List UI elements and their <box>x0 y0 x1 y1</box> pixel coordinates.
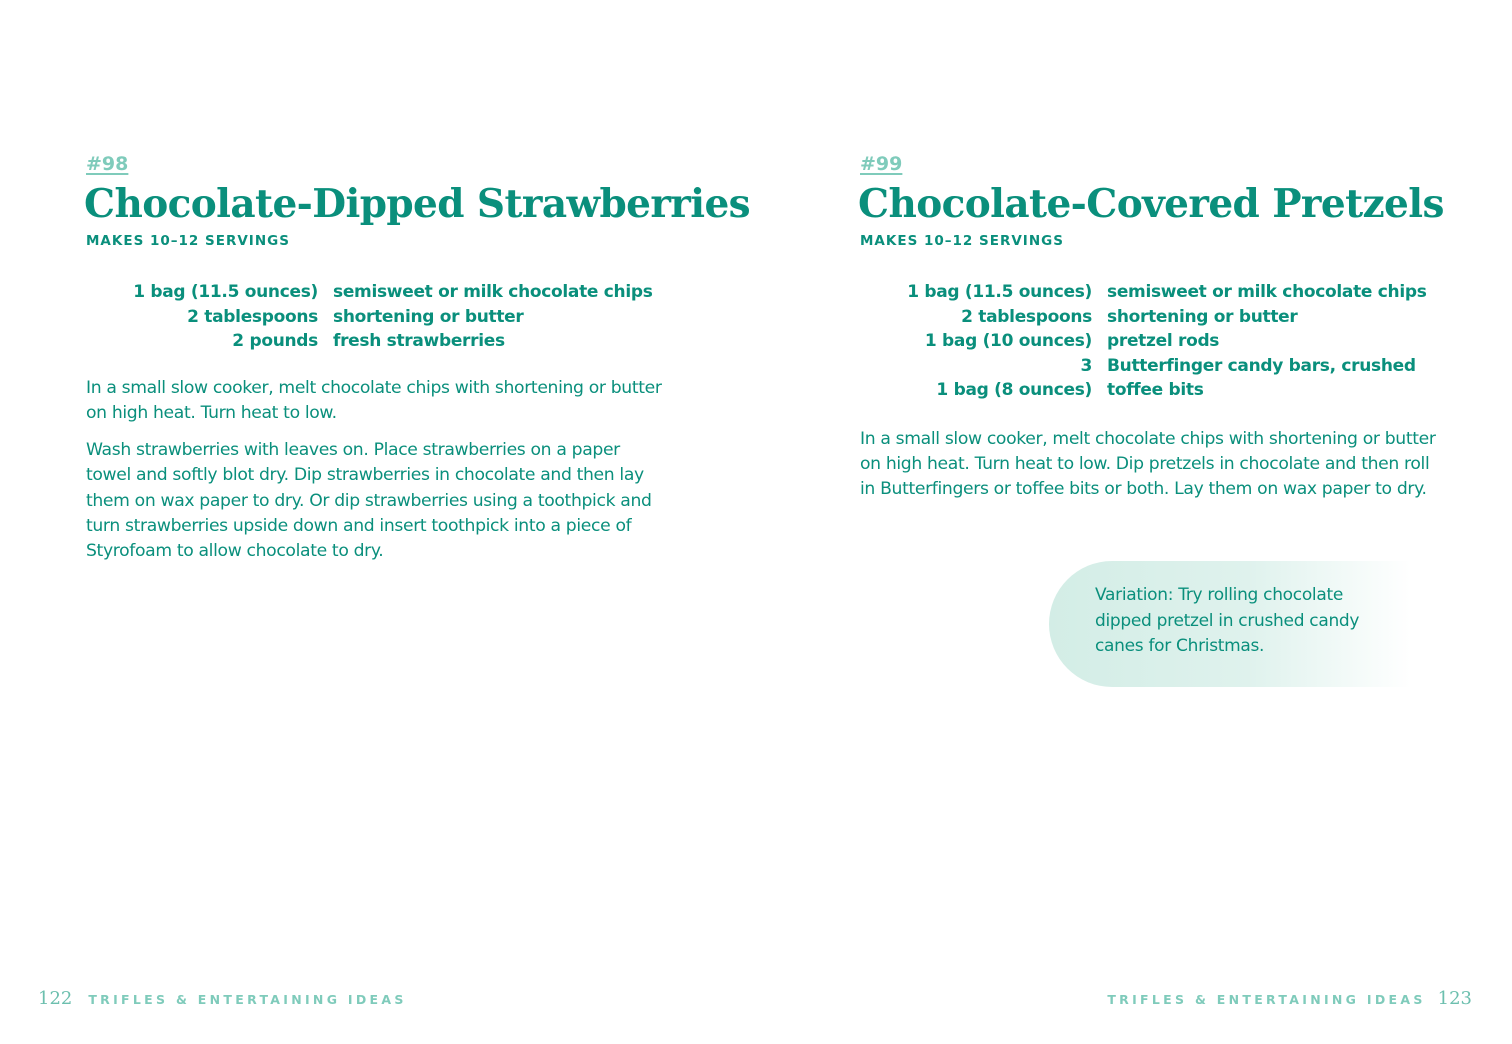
section-name: TRIFLES & ENTERTAINING IDEAS <box>88 992 407 1007</box>
ingredient-row <box>86 305 653 330</box>
recipe-number: #98 <box>86 153 129 175</box>
ingredient-qty: 1 bag (10 ounces) <box>924 331 1092 351</box>
page-number: 123 <box>1437 988 1472 1009</box>
ingredient-row <box>860 305 1427 330</box>
right-page <box>756 0 1512 1044</box>
variation-callout <box>1049 561 1411 687</box>
page-footer <box>38 988 407 1012</box>
ingredient-row <box>860 329 1427 354</box>
page-number: 122 <box>38 988 73 1009</box>
ingredient-qty: 2 tablespoons <box>961 306 1092 327</box>
recipe-99 <box>858 152 1444 502</box>
ingredient-qty: 1 bag (11.5 ounces) <box>133 282 318 302</box>
recipe-98 <box>84 152 751 565</box>
ingredient-item: toffee bits <box>1107 380 1204 400</box>
recipe-title: Chocolate-Dipped Strawberries <box>84 181 751 227</box>
ingredient-qty: 1 bag (8 ounces) <box>936 380 1092 400</box>
instructions-paragraph: Wash strawberries with leaves on. Place strawberries on a paper towel and softly blot dry. Dip strawberries in chocolate and then lay them on wax paper to dry. Or dip strawberries using a toothpick and turn strawberries upside down and insert toothpick into a piece of Styrofoam to allow chocolate to dry. <box>86 440 652 562</box>
ingredient-qty: 2 tablespoons <box>187 306 318 327</box>
page-footer <box>1107 988 1472 1012</box>
ingredient-item: pretzel rods <box>1107 331 1220 351</box>
ingredient-item: shortening or butter <box>333 306 524 327</box>
recipe-number: #99 <box>860 153 903 175</box>
ingredient-qty: 3 <box>1080 355 1092 376</box>
ingredient-row <box>86 329 653 354</box>
ingredient-row <box>860 354 1427 379</box>
ingredient-item: semisweet or milk chocolate chips <box>1107 282 1427 302</box>
ingredient-qty: 2 pounds <box>232 331 318 351</box>
servings: MAKES 10–12 SERVINGS <box>86 233 290 249</box>
ingredients-list <box>860 280 1427 403</box>
ingredient-item: shortening or butter <box>1107 306 1298 327</box>
ingredient-row <box>86 280 653 305</box>
servings: MAKES 10–12 SERVINGS <box>860 233 1064 249</box>
ingredient-qty: 1 bag (11.5 ounces) <box>907 282 1092 302</box>
ingredient-item: fresh strawberries <box>333 331 505 351</box>
recipe-title: Chocolate-Covered Pretzels <box>858 181 1444 227</box>
instructions-paragraph: In a small slow cooker, melt chocolate chips with shortening or butter on high heat. Turn heat to low. Dip pretzels in chocolate and then roll in Butterfingers or toffee bits or both. Lay them on wax paper to dry. <box>860 428 1436 500</box>
ingredient-row <box>860 280 1427 305</box>
ingredients-list <box>86 280 653 354</box>
ingredient-row <box>860 378 1427 403</box>
variation-text: Variation: Try rolling chocolate dipped pretzel in crushed candy canes for Christmas. <box>1095 585 1360 656</box>
ingredient-item: Butterfinger candy bars, crushed <box>1107 355 1416 376</box>
section-name: TRIFLES & ENTERTAINING IDEAS <box>1107 992 1426 1007</box>
instructions-paragraph: In a small slow cooker, melt chocolate chips with shortening or butter on high heat. Turn heat to low. <box>86 377 662 423</box>
ingredient-item: semisweet or milk chocolate chips <box>333 282 653 302</box>
